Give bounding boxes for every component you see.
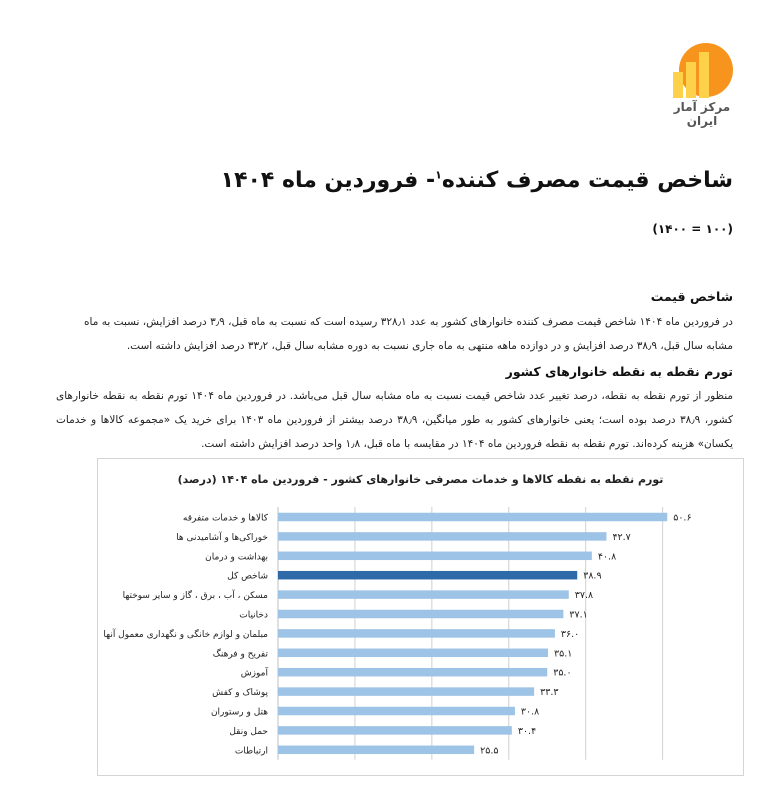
- data-label: ۳۷.۱: [569, 609, 588, 621]
- category-label: حمل ونقل: [229, 726, 268, 737]
- section-heading-inflation: تورم نقطه به نقطه خانوارهای کشور: [505, 364, 733, 379]
- chart-container: [97, 458, 744, 776]
- logo-bar-icon: [699, 52, 709, 98]
- data-label: ۳۷.۸: [574, 590, 594, 602]
- chart-bar: [278, 532, 606, 541]
- category-label: پوشاک و کفش: [212, 688, 268, 699]
- page-subtitle: (۱۰۰ = ۱۴۰۰): [652, 222, 733, 236]
- category-label: آموزش: [240, 668, 268, 679]
- data-label: ۲۵.۵: [480, 745, 499, 757]
- category-label: تفریح و فرهنگ: [212, 649, 268, 660]
- logo-graphic: [662, 40, 742, 100]
- chart-bar: [278, 687, 534, 696]
- data-label: ۳۶.۰: [560, 628, 580, 640]
- data-label: ۳۰.۴: [517, 725, 537, 737]
- chart-bar: [278, 629, 555, 638]
- chart-bar: [278, 668, 547, 677]
- data-label: ۳۳.۳: [540, 687, 559, 699]
- page-title-suffix: - فروردین ماه ۱۴۰۴: [220, 168, 436, 193]
- chart-bar: [278, 707, 515, 716]
- logo-bar-icon: [686, 62, 696, 98]
- category-label: دخانیات: [239, 610, 268, 621]
- bar-chart: [98, 459, 743, 775]
- data-label: ۳۵.۱: [554, 648, 573, 660]
- logo-bar-icon: [673, 72, 683, 98]
- page-title-main: شاخص قیمت مصرف کننده: [441, 168, 733, 193]
- chart-bar: [278, 726, 512, 735]
- data-label: ۳۰.۸: [520, 706, 540, 718]
- category-label: ارتباطات: [234, 746, 268, 757]
- category-label: مسکن ، آب ، برق ، گاز و سایر سوختها: [122, 591, 268, 602]
- chart-bar: [278, 746, 474, 755]
- category-label: مبلمان و لوازم خانگی و نگهداری معمول آنها: [103, 629, 268, 640]
- data-label: ۳۸.۹: [583, 570, 602, 582]
- section-heading-price-index: شاخص قیمت: [650, 289, 733, 304]
- category-label: هتل و رستوران: [210, 707, 268, 718]
- category-label: خوراکی‌ها و آشامیدنی ها: [176, 532, 268, 543]
- data-label: ۴۰.۸: [597, 551, 617, 563]
- data-label: ۳۵.۰: [553, 667, 572, 679]
- footnote-mark: ۱: [435, 168, 442, 182]
- category-label: شاخص کل: [227, 571, 268, 582]
- chart-bar: [278, 571, 577, 580]
- logo: [662, 40, 742, 128]
- data-label: ۴۲.۷: [612, 531, 631, 543]
- chart-bar: [278, 513, 667, 522]
- chart-title: تورم نقطه به نقطه کالاها و خدمات مصرفی خانوارهای کشور - فروردین ماه ۱۴۰۴ (درصد): [177, 473, 664, 486]
- chart-bar: [278, 649, 548, 658]
- section-text-price-index: در فروردین ماه ۱۴۰۴ شاخص قیمت مصرف کننده خانوارهای کشور به عدد ۳۲۸٫۱ رسیده است که نسبت به ماه قبل، ۳٫۹ درصد افزایش، نسبت به ماه مشابه سال قبل، ۳۸٫۹ درصد افزایش و در دوازده ماهه منتهی به ماه جاری نسبت به دوره مشابه سال قبل، ۳۳٫۲ درصد افزایش داشته است.: [84, 316, 733, 352]
- category-label: بهداشت و درمان: [205, 552, 268, 563]
- chart-bar: [278, 552, 592, 561]
- logo-text: مرکز آمار ایران: [673, 100, 731, 128]
- section-text-inflation: منظور از تورم نقطه به نقطه، درصد تغییر عدد شاخص قیمت نسبت به ماه مشابه سال قبل می‌باشد. در فروردین ماه ۱۴۰۴ تورم نقطه به نقطه خانوارهای کشور، ۳۸٫۹ درصد بوده است؛ یعنی خانوارهای کشور به طور میانگین، ۳۸٫۹ درصد بیشتر از فروردین ماه ۱۴۰۳ برای خرید یک «مجموعه کالاها و خدمات یکسان» هزینه کرده‌اند. تورم نقطه به نقطه فروردین ماه ۱۴۰۴ در مقایسه با ماه قبل، ۱٫۸ واحد درصد افزایش داشته است.: [56, 390, 734, 450]
- chart-bar: [278, 610, 563, 619]
- data-label: ۵۰.۶: [673, 512, 692, 524]
- page-title: [221, 168, 733, 193]
- chart-bar: [278, 590, 569, 599]
- category-label: کالاها و خدمات متفرقه: [182, 513, 268, 524]
